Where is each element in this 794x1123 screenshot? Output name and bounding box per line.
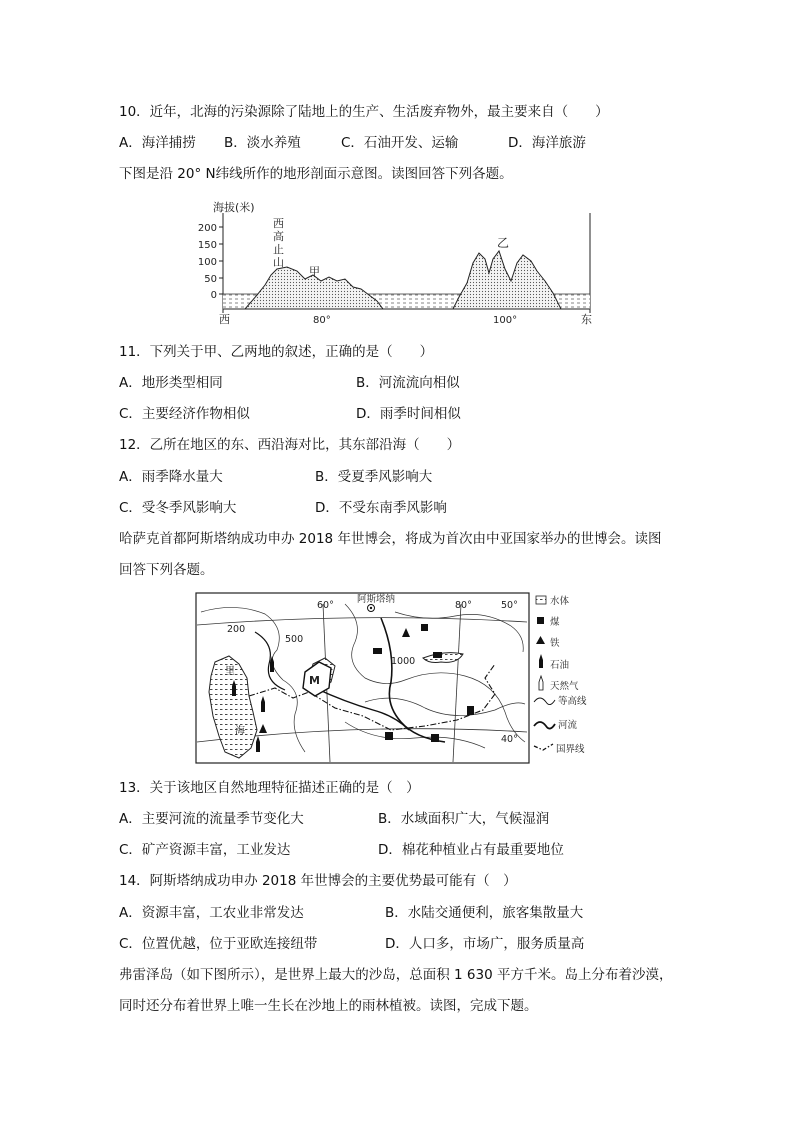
map-label-500: 500 — [285, 634, 304, 645]
q12-option-b: B．受夏季风影响大 — [315, 469, 433, 485]
map-label-astana: 阿斯塔纳 — [357, 594, 396, 605]
map-label-sea1: 里 — [225, 666, 235, 677]
y-axis-label: 海拔(米) — [213, 201, 255, 214]
x-tick-80: 80° — [313, 315, 331, 326]
central-asia-map-figure — [195, 592, 600, 765]
map-label-200: 200 — [227, 624, 246, 635]
y-tick-150: 150 — [197, 240, 217, 251]
q10-option-c: C．石油开发、运输 — [341, 135, 459, 151]
x-label-west: 西 — [219, 313, 230, 326]
q10-option-a: A．海洋捕捞 — [119, 135, 196, 151]
q13-stem: 13．关于该地区自然地理特征描述正确的是（ ） — [119, 780, 420, 796]
q13-option-d: D．棉花种植业占有最重要地位 — [378, 842, 564, 858]
q13-option-c: C．矿产资源丰富，工业发达 — [119, 842, 291, 858]
q11-option-d: D．雨季时间相似 — [356, 406, 461, 422]
mountain-label-4: 山 — [273, 256, 284, 269]
east-landmass — [453, 251, 561, 309]
legend-water: 水体 — [550, 596, 570, 607]
q14-stem: 14．阿斯塔纳成功申办 2018 年世博会的主要优势最可能有（ ） — [119, 873, 517, 889]
q14-option-a: A．资源丰富，工农业非常发达 — [119, 905, 304, 921]
q14-option-b: B．水陆交通便利，旅客集散量大 — [385, 905, 584, 921]
map-label-lon80: 80° — [455, 600, 472, 611]
q12-option-c: C．受冬季风影响大 — [119, 500, 237, 516]
map-label-1000: 1000 — [391, 656, 416, 667]
q10-stem: 10．近年，北海的污染源除了陆地上的生产、生活废弃物外，最主要来自（ ） — [119, 104, 609, 120]
label-jia: 甲 — [309, 265, 320, 278]
map-label-lat40: 40° — [501, 734, 518, 745]
q14-option-c: C．位置优越，位于亚欧连接纽带 — [119, 936, 318, 952]
y-tick-0: 0 — [210, 290, 217, 301]
intro-figure2-line1: 哈萨克首都阿斯塔纳成功申办 2018 年世博会，将成为首次由中亚国家举办的世博会。读图 — [119, 531, 662, 547]
legend-contour: 等高线 — [558, 696, 587, 707]
x-label-east: 东 — [581, 313, 592, 326]
legend-oil: 石油 — [550, 660, 570, 671]
y-tick-50: 50 — [204, 274, 217, 285]
q12-stem: 12．乙所在地区的东、西沿海对比，其东部沿海（ ） — [119, 437, 461, 453]
legend-gas: 天然气 — [550, 681, 579, 692]
legend-coal: 煤 — [550, 617, 560, 628]
intro-figure3-line2: 同时还分布着世界上唯一生长在沙地上的雨林植被。读图，完成下题。 — [119, 998, 538, 1014]
q10-option-d: D．海洋旅游 — [508, 135, 586, 151]
mountain-label-3: 止 — [273, 243, 284, 256]
q11-option-b: B．河流流向相似 — [356, 375, 460, 391]
q10-option-b: B．淡水养殖 — [224, 135, 301, 151]
label-yi: 乙 — [497, 236, 510, 250]
map-label-lat50: 50° — [501, 600, 518, 611]
q13-option-b: B．水域面积广大，气候湿润 — [378, 811, 550, 827]
map-label-m: M — [309, 674, 320, 687]
q11-stem: 11．下列关于甲、乙两地的叙述，正确的是（ ） — [119, 344, 434, 360]
legend-border: 国界线 — [556, 744, 585, 755]
y-tick-200: 200 — [197, 223, 217, 234]
legend-river: 河流 — [558, 720, 578, 731]
intro-figure2-line2: 回答下列各题。 — [119, 562, 214, 578]
intro-figure1: 下图是沿 20° N纬线所作的地形剖面示意图。读图回答下列各题。 — [119, 166, 513, 182]
mountain-label-1: 西 — [273, 217, 284, 230]
map-label-lon60: 60° — [317, 600, 334, 611]
intro-figure3-line1: 弗雷泽岛（如下图所示），是世界上最大的沙岛，总面积 1 630 平方千米。岛上分布着沙漠， — [119, 967, 673, 983]
q12-option-a: A．雨季降水量大 — [119, 469, 223, 485]
legend-iron: 铁 — [550, 638, 560, 649]
mountain-label-2: 高 — [273, 230, 284, 243]
q12-option-d: D．不受东南季风影响 — [315, 500, 447, 516]
terrain-profile-figure — [197, 197, 600, 329]
q13-option-a: A．主要河流的流量季节变化大 — [119, 811, 304, 827]
map-label-sea2: 海 — [235, 726, 245, 737]
y-tick-100: 100 — [197, 257, 217, 268]
q11-option-c: C．主要经济作物相似 — [119, 406, 250, 422]
x-tick-100: 100° — [493, 315, 518, 326]
q11-option-a: A．地形类型相同 — [119, 375, 223, 391]
q14-option-d: D．人口多，市场广，服务质量高 — [385, 936, 585, 952]
